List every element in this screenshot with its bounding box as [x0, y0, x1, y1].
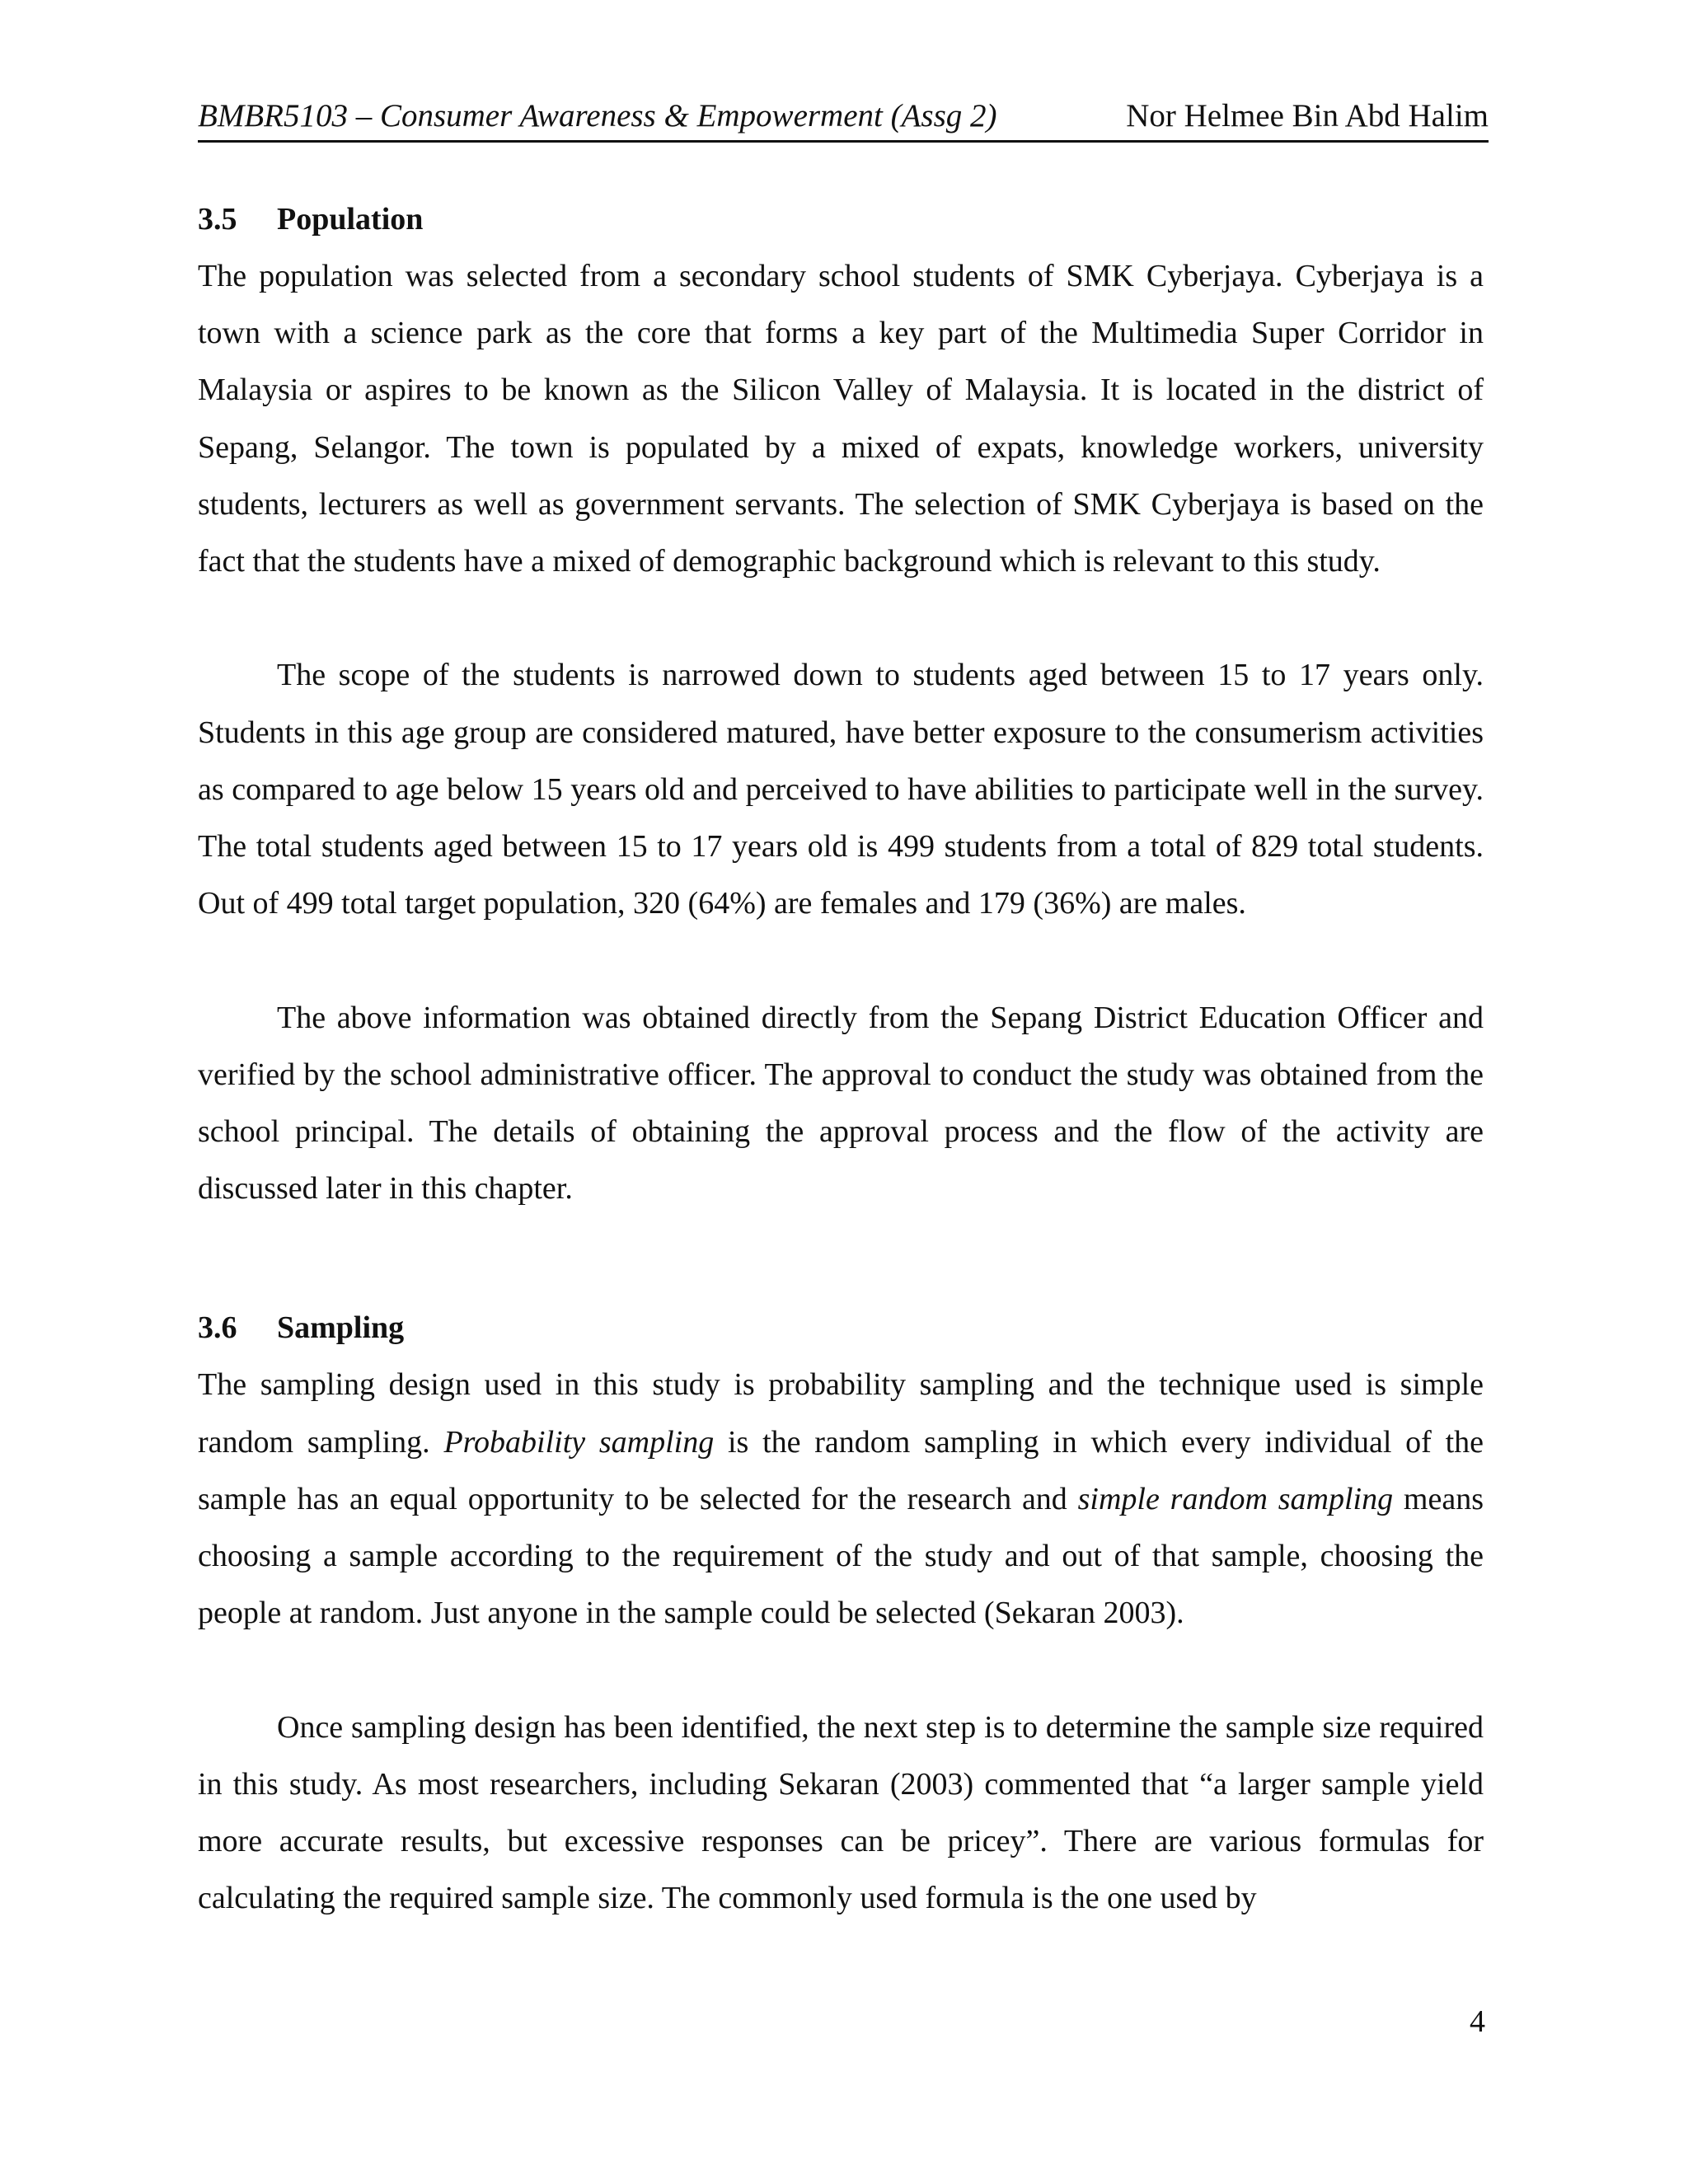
sampling-paragraph-2: Once sampling design has been identified, the next step is to determine the sample size required in this study. As most researchers, including Sekaran (2003) commented that “a larger sample yield more accurate results, but excessive responses can be pricey”. There are various formulas for calculating the required sample size. The commonly used formula is the one used by [198, 1709, 1484, 1916]
paragraph-text: is the random sampling in which every individual of the sample has an equal opportunity to be selected for the research and [198, 1424, 1484, 1516]
page-header [198, 92, 1489, 143]
section-title: Population [277, 202, 424, 237]
section-spacer [198, 1217, 1484, 1300]
header-author-name: Nor Helmee Bin Abd Halim [1126, 98, 1489, 134]
sampling-paragraph-1 [198, 1357, 1484, 1642]
section-heading-sampling [198, 1300, 1484, 1357]
document-body [198, 191, 1484, 1927]
page-number: 4 [1470, 2004, 1485, 2039]
italic-term-probability-sampling: Probability sampling [443, 1424, 715, 1460]
section-heading-population [198, 191, 1484, 248]
paragraph-spacer [198, 590, 1484, 647]
population-paragraph-2: The scope of the students is narrowed down to students aged between 15 to 17 years only. Students in this age group are considered matured, have better exposure to the consumerism activities as compared to age below 15 years old and perceived to have abilities to participate well in the survey. The total students aged between 15 to 17 years old is 499 students from a total of 829 total students. Out of 499 total target population, 320 (64%) are females and 179 (36%) are males. [198, 658, 1484, 921]
section-number: 3.6 [198, 1310, 237, 1346]
italic-term-simple-random-sampling: simple random sampling [1077, 1481, 1394, 1516]
section-number: 3.5 [198, 202, 237, 237]
paragraph-spacer [198, 1642, 1484, 1699]
paragraph-text: means choosing a sample according to the requirement of the study and out of that sample, choosing the people at random. Just anyone in the sample could be selected (Sekaran 2003). [198, 1481, 1484, 1631]
population-paragraph-3: The above information was obtained directly from the Sepang District Education Officer and verified by the school administrative officer. The approval to conduct the study was obtained from the school principal. The details of obtaining the approval process and the flow of the activity are discussed later in this chapter. [198, 1000, 1484, 1207]
header-course-title: BMBR5103 – Consumer Awareness & Empowerment (Assg 2) [198, 98, 997, 134]
section-title: Sampling [277, 1310, 405, 1346]
paragraph-text: The sampling design used in this study is probability sampling and the technique used is simple random sampling. [198, 1367, 1484, 1460]
population-paragraph-1: The population was selected from a secondary school students of SMK Cyberjaya. Cyberjaya is a town with a science park as the core that forms a key part of the Multimedia Super Corridor in Malaysia or aspires to be known as the Silicon Valley of Malaysia. It is located in the district of Sepang, Selangor. The town is populated by a mixed of expats, knowledge workers, university students, lecturers as well as government servants. The selection of SMK Cyberjaya is based on the fact that the students have a mixed of demographic background which is relevant to this study. [198, 259, 1484, 579]
paragraph-spacer [198, 932, 1484, 989]
